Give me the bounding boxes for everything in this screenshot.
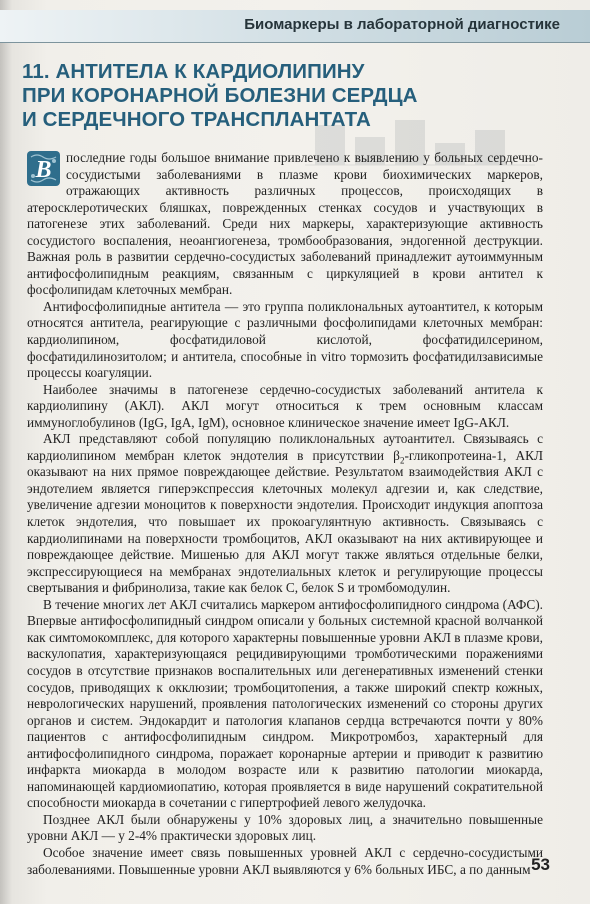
beta-subscript: 2 xyxy=(399,455,405,466)
paragraph-7: Особое значение имеет связь повышенных уровней АКЛ с сердечно-сосудистыми заболеваниями. Повышенные уровни АКЛ выявляются у 6% больных ИБС, а по данным xyxy=(27,844,543,877)
ornate-dropcap-v-icon xyxy=(27,151,60,186)
paragraph-4-text-a: АКЛ представляют собой популяцию поликлональных аутоантител. Связываясь с кардиолипином мембран клеток эндотелия в присутствии β xyxy=(27,431,543,463)
paragraph-6: Позднее АКЛ были обнаружены у 10% здоровых лиц, а значительно повышенные уровни АКЛ — у 2-4% практически здоровых лиц. xyxy=(27,811,543,844)
paragraph-3: Наиболее значимы в патогенезе сердечно-сосудистых заболеваний антитела к кардиолипину (АКЛ). АКЛ могут относиться к трем основным классам иммуноглобулинов (IgG, IgA, IgM), основное клиническое значение имеет IgG-АКЛ. xyxy=(27,381,543,430)
dropcap-letter: В xyxy=(35,157,52,183)
paragraph-1 xyxy=(27,150,543,299)
chapter-title-line-1: 11. АНТИТЕЛА К КАРДИОЛИПИНУ xyxy=(22,60,365,83)
running-header-title: Биомаркеры в лабораторной диагностике xyxy=(244,16,560,33)
header-rule xyxy=(0,42,590,43)
spine-shadow xyxy=(0,0,12,904)
article-body xyxy=(27,150,543,878)
paragraph-4-text-b: -гликопротеина-1, АКЛ оказывают на них прямое повреждающее действие. Результатом взаимодействия АКЛ с эндотелием является гиперэкспрессия клеточных молекул адгезии и, как следствие, увеличение адгезии моноцитов к поверхности эндотелия. Происходит индукция апоптоза клеток эндотелия, что повышает их прокоагулянтную активность. Связываясь с кардиолипинами на поверхности тромбоцитов, АКЛ оказывают на них активирующее и повреждающее действие. Мишенью для АКЛ могут также являться отдельные белки, экспрессирующиеся на мембранах эндотелиальных клеток и регулирующие процессы свертывания и фибринолиза, такие как белок С, белок S и тромбомодулин. xyxy=(27,447,543,596)
chapter-title-line-2: ПРИ КОРОНАРНОЙ БОЛЕЗНИ СЕРДЦА xyxy=(22,84,418,107)
page-number: 53 xyxy=(531,855,550,874)
chapter-title-line-3: И СЕРДЕЧНОГО ТРАНСПЛАНТАТА xyxy=(22,108,371,131)
paragraph-1-text: последние годы большое внимание привлечено к выявлению у больных сердечно-сосудистыми заболеваниями в плазме крови биохимических маркеров, отражающих активность различных процессов, происходящих в атеросклеротических бляшках, поврежденных стенках сосудов и участвующих в патогенезе этих заболеваний. Среди них маркеры, характеризующие активность сосудистого воспаления, неоангиогенеза, тромбообразования, эндогенной деструкции. Важная роль в развитии сердечно-сосудистых заболеваний принадлежит аутоиммунным антифосфолипидным реакциям, связанным с циркуляцией в крови антител к фосфолипидам клеточных мембран. xyxy=(27,150,543,298)
paragraph-4 xyxy=(27,431,543,596)
paragraph-2: Антифосфолипидные антитела — это группа поликлональных аутоантител, к которым относятся антитела, реагирующие с различными фосфолипидами клеточных мембран: кардиолипином, фосфатидиловой кислотой, фосфатидилсерином, фосфатидилинозитолом; и антитела, способные in vitro тормозить фосфатидилзависимые процессы коагуляции. xyxy=(27,298,543,381)
paragraph-5: В течение многих лет АКЛ считались маркером антифосфолипидного синдрома (АФС). Впервые антифосфолипидный синдром описали у больных системной красной волчанкой как симтомокомплекс, для которого характерны повышенные уровни АКЛ в плазме крови, васкулопатия, характеризующаяся рецидивирующими тромботическими поражениями сосудов в отсутствие признаков воспалительных или дегенеративных изменений стенки сосудов, приводящих к окклюзии; тромбоцитопения, а также широкий спектр кожных, неврологических нарушений, проявления патологических изменений со стороны других органов и систем. Эндокардит и патология клапанов сердца встречаются почти у 80% пациентов с антифосфолипидным синдром. Микротромбоз, характерный для антифосфолипидного синдрома, поражает коронарные артерии и приводит к развитию инфаркта миокарда в молодом возрасте или к развитию патологии миокарда, напоминающей кардиомиопатию, которая проявляется в виде нарушений сократительной способности миокарда в сочетании с гипертрофией левого желудочка. xyxy=(27,596,543,811)
